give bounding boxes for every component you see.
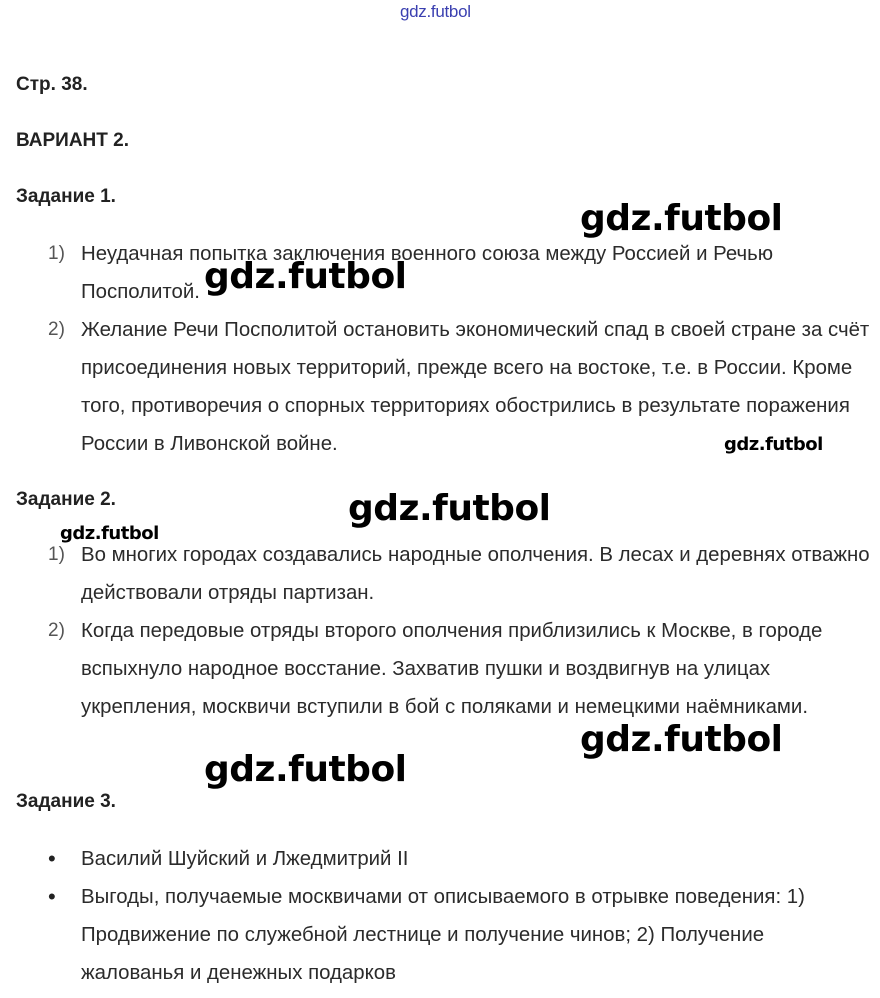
list-item [0, 612, 870, 726]
task-3-title: Задание 3. [16, 791, 116, 812]
watermark: gdz.futbol [580, 198, 783, 239]
list-item-text: Выгоды, получаемые москвичами от описываемого в отрывке поведения: 1) Продвижение по служебной лестнице и получение чинов; 2) Получение жалованья и денежных подарков [81, 886, 805, 984]
list-item-text: Когда передовые отряды второго ополчения приблизились к Москве, в городе вспыхнуло народное восстание. Захватив пушки и воздвигнув на улицах укрепления, москвичи вступили в бой с поляками и немецкими наёмниками. [81, 620, 823, 718]
watermark: gdz.futbol [580, 719, 783, 760]
variant-heading: ВАРИАНТ 2. [16, 130, 129, 151]
list-item [0, 536, 870, 612]
list-item-number: 1) [48, 544, 65, 565]
task-1-list [0, 235, 870, 463]
task-3-list [0, 840, 870, 992]
list-item [0, 840, 870, 878]
watermark: gdz.futbol [60, 523, 159, 544]
task-1-title: Задание 1. [16, 186, 116, 207]
list-item-text: Во многих городах создавались народные ополчения. В лесах и деревнях отважно действовали отряды партизан. [81, 544, 870, 604]
task-2-title: Задание 2. [16, 489, 116, 510]
list-item [0, 235, 870, 311]
list-item-number: 1) [48, 243, 65, 264]
watermark: gdz.futbol [204, 749, 407, 790]
list-item [0, 878, 870, 992]
watermark: gdz.futbol [204, 256, 407, 297]
top-watermark: gdz.futbol [400, 2, 471, 21]
list-item-text: Желание Речи Посполитой остановить экономический спад в своей стране за счёт присоединения новых территорий, прежде всего на востоке, т.е. в России. Кроме того, противоречия о спорных территориях обострились в результате поражения России в Ливонской войне. [81, 319, 870, 455]
list-item-number: 2) [48, 319, 65, 340]
watermark: gdz.futbol [348, 488, 551, 529]
page-heading: Стр. 38. [16, 74, 88, 95]
bullet-icon: • [48, 884, 56, 909]
watermark: gdz.futbol [724, 434, 823, 455]
list-item-number: 2) [48, 620, 65, 641]
task-2-list [0, 536, 870, 726]
list-item-text: Неудачная попытка заключения военного союза между Россией и Речью Посполитой. [81, 243, 774, 303]
list-item-text: Василий Шуйский и Лжедмитрий II [81, 848, 409, 870]
bullet-icon: • [48, 846, 56, 871]
